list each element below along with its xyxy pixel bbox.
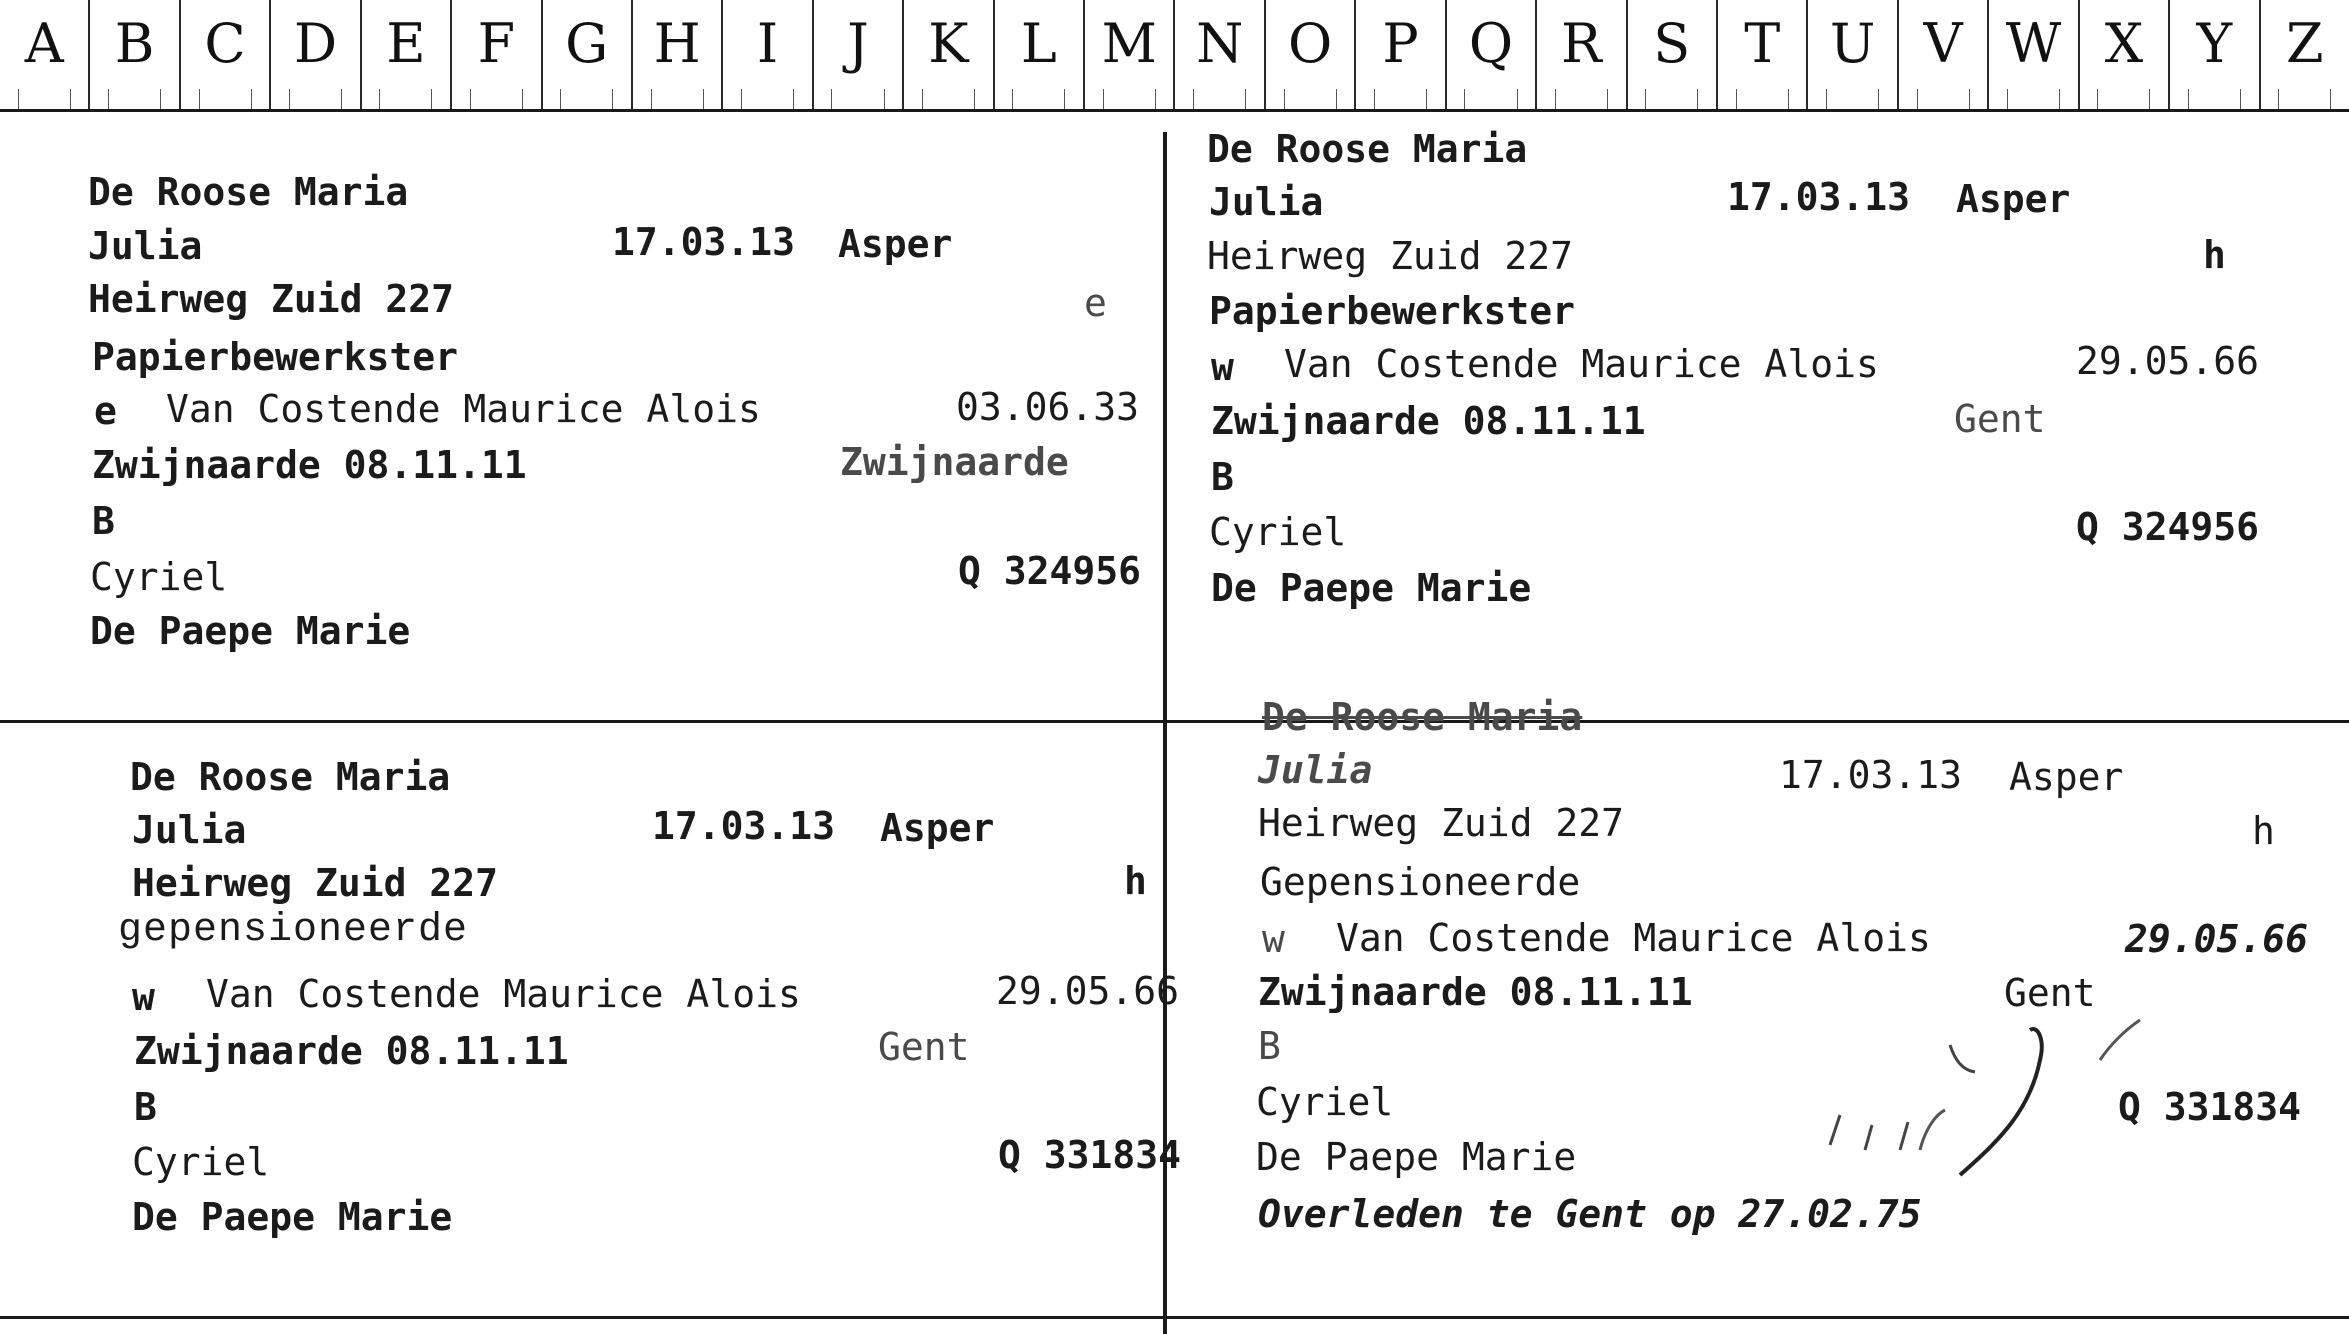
card-spouse-prefix: w [1211,345,1234,389]
card-birth-place: Asper [2009,755,2124,799]
alphabet-letter-a: A [0,0,90,109]
card-name: De Roose Maria [1262,695,1583,739]
alphabet-letter-z: Z [2261,0,2349,109]
alphabet-letter-n: N [1175,0,1265,109]
card-number: Q 331834 [998,1133,1182,1177]
card-mother: De Paepe Marie [132,1195,453,1239]
alphabet-letter-s: S [1628,0,1718,109]
alphabet-letter-r: R [1537,0,1627,109]
pen-scribble-marks [1700,1000,2160,1180]
card-occupation: Papierbewerkster [1209,289,1576,333]
card-status-mark: h [2252,809,2275,853]
card-divider-horizontal [0,720,2349,723]
card-marriage-date: 29.05.66 [996,969,1180,1013]
card-name: De Roose Maria [1207,127,1528,171]
alphabet-letter-h: H [633,0,723,109]
card-father: Cyriel [1209,510,1347,554]
card-mother: De Paepe Marie [90,609,411,653]
alphabet-letter-x: X [2080,0,2170,109]
alphabet-letter-g: G [543,0,633,109]
card-code: B [1211,455,1234,499]
card-occupation: gepensioneerde [118,908,469,953]
alphabet-letter-q: Q [1447,0,1537,109]
card-name: De Roose Maria [130,755,451,799]
card-marriage-place: Gent [2004,971,2096,1015]
card-firstname: Julia [1258,748,1373,792]
alphabet-letter-b: B [90,0,180,109]
card-occupation: Papierbewerkster [92,335,459,379]
alphabet-letter-l: L [995,0,1085,109]
card-spouse-prefix: w [132,975,155,1019]
card-spouse-birth: Zwijnaarde 08.11.11 [1258,970,1693,1014]
card-code: B [134,1085,157,1129]
card-status-mark: h [2203,233,2226,277]
alphabet-letter-t: T [1718,0,1808,109]
alphabet-index-strip [0,0,2349,112]
card-marriage-place: Zwijnaarde [840,440,1069,484]
card-firstname: Julia [88,224,203,268]
card-marriage-date: 29.05.66 [2076,339,2260,383]
card-status-mark: e [1084,281,1107,325]
card-address: Heirweg Zuid 227 [132,861,499,905]
card-marriage-place: Gent [878,1025,970,1069]
card-father: Cyriel [90,555,228,599]
card-spouse-birth: Zwijnaarde 08.11.11 [134,1029,569,1073]
card-father: Cyriel [1256,1080,1394,1124]
card-spouse: Van Costende Maurice Alois [1284,342,1879,386]
card-spouse-birth: Zwijnaarde 08.11.11 [92,443,527,487]
card-marriage-date: 03.06.33 [956,385,1140,429]
card-code: B [1258,1024,1281,1068]
card-address: Heirweg Zuid 227 [88,277,455,321]
card-firstname: Julia [132,808,247,852]
card-mother: De Paepe Marie [1256,1135,1577,1179]
card-address: Heirweg Zuid 227 [1258,801,1625,845]
card-spouse: Van Costende Maurice Alois [166,387,761,431]
card-birth-date: 17.03.13 [652,804,836,848]
card-address: Heirweg Zuid 227 [1207,234,1574,278]
card-mother: De Paepe Marie [1211,566,1532,610]
card-birth-place: Asper [880,806,995,850]
alphabet-letter-k: K [904,0,994,109]
card-spouse-prefix: w [1262,917,1285,961]
alphabet-letter-f: F [452,0,542,109]
card-birth-place: Asper [1956,177,2071,221]
card-occupation: Gepensioneerde [1260,860,1581,904]
card-number: Q 324956 [958,549,1142,593]
alphabet-letter-i: I [723,0,813,109]
alphabet-letter-e: E [362,0,452,109]
alphabet-letter-d: D [271,0,361,109]
card-marriage-place: Gent [1954,397,2046,441]
card-marriage-date: 29.05.66 [2125,917,2309,961]
card-spouse-prefix: e [94,389,117,433]
card-birth-place: Asper [838,222,953,266]
alphabet-letter-c: C [181,0,271,109]
alphabet-letter-v: V [1899,0,1989,109]
card-divider-bottom [0,1316,2349,1319]
alphabet-letter-y: Y [2170,0,2260,109]
card-birth-date: 17.03.13 [1779,753,1963,797]
card-number: Q 324956 [2076,505,2260,549]
alphabet-letter-j: J [814,0,904,109]
card-spouse-birth: Zwijnaarde 08.11.11 [1211,399,1646,443]
card-death-note: Overleden te Gent op 27.02.75 [1258,1192,1922,1236]
card-spouse: Van Costende Maurice Alois [1336,916,1931,960]
card-birth-date: 17.03.13 [1727,175,1911,219]
alphabet-letter-u: U [1808,0,1898,109]
alphabet-letter-p: P [1356,0,1446,109]
alphabet-letter-o: O [1266,0,1356,109]
card-father: Cyriel [132,1140,270,1184]
alphabet-letter-w: W [1989,0,2079,109]
alphabet-letter-m: M [1085,0,1175,109]
card-number: Q 331834 [2118,1085,2302,1129]
card-name: De Roose Maria [88,170,409,214]
card-status-mark: h [1124,859,1147,903]
card-birth-date: 17.03.13 [612,220,796,264]
card-firstname: Julia [1209,180,1324,224]
card-spouse: Van Costende Maurice Alois [206,972,801,1016]
card-code: B [92,499,115,543]
